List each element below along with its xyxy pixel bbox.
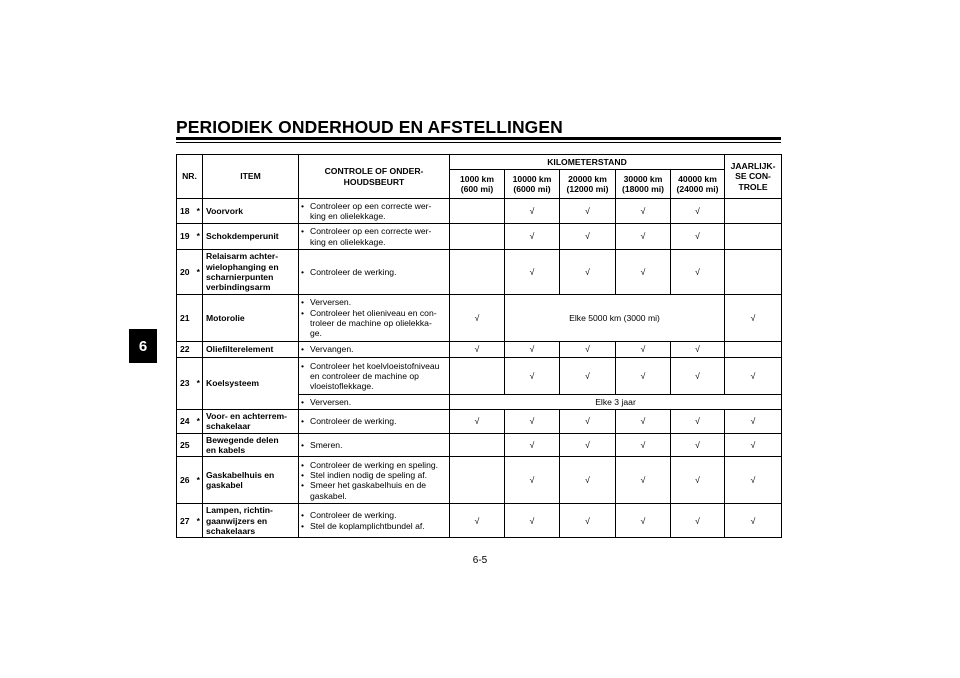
bullet-dot: • (301, 297, 305, 308)
check-mark: √ (616, 250, 671, 295)
title-rule-thin (176, 142, 781, 143)
control-bullet-item (301, 397, 446, 407)
control-text: Controleer het olieniveau en con- troleer de machine op olielekka- ge. (310, 307, 437, 339)
table-row (177, 250, 782, 295)
row-item: Lampen, richtin- gaanwijzers en schakelaars (203, 504, 299, 538)
row-control (299, 342, 450, 358)
header-km-4: 30000 km (18000 mi) (616, 170, 671, 199)
check-mark: √ (671, 433, 725, 457)
interval-text: Elke 5000 km (3000 mi) (505, 295, 725, 342)
control-bullet-item (301, 416, 446, 426)
check-mark: √ (725, 504, 782, 538)
header-control: CONTROLE OF ONDER- HOUDSBEURT (299, 155, 450, 199)
control-text: Controleer de werking en speling. (310, 459, 439, 470)
check-mark: √ (560, 342, 616, 358)
control-text: Smeer het gaskabelhuis en de gaskabel. (310, 480, 427, 501)
check-mark: √ (505, 342, 560, 358)
bullet-dot: • (301, 510, 305, 521)
control-text: Controleer het koelvloeistofniveau en controleer de machine op vloeistoflekkage. (310, 360, 440, 392)
maintenance-table (176, 154, 782, 538)
table-row (177, 224, 782, 250)
row-number: 19 (177, 224, 195, 250)
empty-cell (450, 358, 505, 395)
row-item: Schokdemperunit (203, 224, 299, 250)
row-item: Motorolie (203, 295, 299, 342)
control-text: Verversen. (310, 297, 352, 308)
control-text: Controleer de werking. (310, 266, 397, 277)
row-control (299, 250, 450, 295)
header-item: ITEM (203, 155, 299, 199)
control-bullet-item (301, 460, 446, 470)
control-text: Controleer op een correcte wer- king en olielekkage. (310, 200, 432, 221)
check-mark: √ (671, 504, 725, 538)
check-mark: √ (505, 358, 560, 395)
check-mark: √ (671, 224, 725, 250)
check-mark: √ (616, 410, 671, 434)
check-mark: √ (560, 433, 616, 457)
control-text: Controleer de werking. (310, 510, 397, 521)
check-mark: √ (450, 295, 505, 342)
row-number: 27 (177, 504, 195, 538)
control-bullet-item (301, 361, 446, 392)
bullet-dot: • (301, 480, 305, 491)
check-mark: √ (616, 342, 671, 358)
control-bullet-item (301, 344, 446, 354)
page-title: PERIODIEK ONDERHOUD EN AFSTELLINGEN (176, 117, 563, 137)
bullet-dot: • (301, 307, 305, 318)
control-text: Controleer op een correcte wer- king en olielekkage. (310, 226, 432, 247)
row-star: * (195, 457, 203, 504)
row-star: * (195, 410, 203, 434)
empty-cell (450, 457, 505, 504)
check-mark: √ (616, 504, 671, 538)
control-bullet-item (301, 521, 446, 531)
row-star: * (195, 358, 203, 410)
bullet-dot: • (301, 459, 305, 470)
row-item: Relaisarm achter- wielophanging en scharnierpunten verbindingsarm (203, 250, 299, 295)
row-control (299, 395, 450, 410)
control-bullet-item (301, 297, 446, 307)
check-mark: √ (560, 358, 616, 395)
check-mark: √ (505, 504, 560, 538)
chapter-tab: 6 (129, 329, 157, 363)
header-nr: NR. (177, 155, 203, 199)
row-control (299, 224, 450, 250)
bullet-dot: • (301, 344, 305, 355)
row-star (195, 295, 203, 342)
check-mark: √ (505, 433, 560, 457)
control-text: Vervangen. (310, 344, 354, 355)
title-rule-thick (176, 137, 781, 140)
row-control (299, 358, 450, 395)
check-mark: √ (616, 199, 671, 224)
control-text: Verversen. (310, 396, 352, 407)
bullet-dot: • (301, 266, 305, 277)
check-mark: √ (505, 410, 560, 434)
row-number: 26 (177, 457, 195, 504)
check-mark: √ (671, 358, 725, 395)
row-number: 24 (177, 410, 195, 434)
bullet-dot: • (301, 416, 305, 427)
check-mark: √ (725, 433, 782, 457)
table-row (177, 504, 782, 538)
check-mark: √ (725, 358, 782, 395)
table-row (177, 457, 782, 504)
row-control (299, 504, 450, 538)
bullet-dot: • (301, 200, 305, 211)
check-mark: √ (671, 342, 725, 358)
row-star: * (195, 504, 203, 538)
check-mark: √ (725, 295, 782, 342)
row-star (195, 342, 203, 358)
empty-cell (725, 342, 782, 358)
empty-cell (725, 224, 782, 250)
empty-cell (725, 250, 782, 295)
row-control (299, 295, 450, 342)
empty-cell (450, 433, 505, 457)
check-mark: √ (450, 504, 505, 538)
row-star: * (195, 224, 203, 250)
check-mark: √ (560, 199, 616, 224)
check-mark: √ (505, 250, 560, 295)
bullet-dot: • (301, 439, 305, 450)
row-number: 22 (177, 342, 195, 358)
control-text: Smeren. (310, 439, 343, 450)
check-mark: √ (560, 224, 616, 250)
row-number: 25 (177, 433, 195, 457)
check-mark: √ (560, 250, 616, 295)
control-bullet-item (301, 226, 446, 247)
row-item: Oliefilterelement (203, 342, 299, 358)
header-km-1: 1000 km (600 mi) (450, 170, 505, 199)
empty-cell (725, 199, 782, 224)
bullet-dot: • (301, 396, 305, 407)
row-star: * (195, 199, 203, 224)
control-bullet-item (301, 480, 446, 501)
empty-cell (450, 250, 505, 295)
row-control (299, 199, 450, 224)
check-mark: √ (671, 457, 725, 504)
check-mark: √ (616, 457, 671, 504)
header-km-2: 10000 km (6000 mi) (505, 170, 560, 199)
control-text: Controleer de werking. (310, 416, 397, 427)
control-bullet-item (301, 440, 446, 450)
check-mark: √ (560, 410, 616, 434)
control-text: Stel de koplamplichtbundel af. (310, 520, 425, 531)
table-row (177, 199, 782, 224)
row-item: Bewegende delen en kabels (203, 433, 299, 457)
empty-cell (450, 199, 505, 224)
check-mark: √ (671, 199, 725, 224)
control-bullet-item (301, 201, 446, 222)
check-mark: √ (671, 410, 725, 434)
bullet-dot: • (301, 360, 305, 371)
table-row (177, 433, 782, 457)
row-star: * (195, 250, 203, 295)
control-bullet-item (301, 470, 446, 480)
bullet-dot: • (301, 520, 305, 531)
check-mark: √ (725, 410, 782, 434)
page-number: 6-5 (472, 555, 488, 566)
table-row (177, 410, 782, 434)
row-item: Voor- en achterrem- schakelaar (203, 410, 299, 434)
row-control (299, 457, 450, 504)
check-mark: √ (725, 457, 782, 504)
check-mark: √ (671, 250, 725, 295)
header-annual: JAARLIJK- SE CON- TROLE (725, 155, 782, 199)
check-mark: √ (505, 199, 560, 224)
table-row (177, 358, 782, 395)
row-number: 20 (177, 250, 195, 295)
row-control (299, 410, 450, 434)
check-mark: √ (450, 342, 505, 358)
check-mark: √ (450, 410, 505, 434)
header-km-5: 40000 km (24000 mi) (671, 170, 725, 199)
header-km-3: 20000 km (12000 mi) (560, 170, 616, 199)
row-star (195, 433, 203, 457)
bullet-dot: • (301, 226, 305, 237)
check-mark: √ (560, 457, 616, 504)
control-bullet-item (301, 267, 446, 277)
row-number: 18 (177, 199, 195, 224)
interval-text: Elke 3 jaar (450, 395, 782, 410)
row-number: 23 (177, 358, 195, 410)
check-mark: √ (505, 224, 560, 250)
check-mark: √ (616, 433, 671, 457)
table-row (177, 342, 782, 358)
control-bullet-item (301, 308, 446, 339)
row-item: Gaskabelhuis en gaskabel (203, 457, 299, 504)
check-mark: √ (616, 358, 671, 395)
control-text: Stel indien nodig de speling af. (310, 469, 428, 480)
row-control (299, 433, 450, 457)
check-mark: √ (616, 224, 671, 250)
empty-cell (450, 224, 505, 250)
check-mark: √ (505, 457, 560, 504)
row-number: 21 (177, 295, 195, 342)
row-item: Voorvork (203, 199, 299, 224)
check-mark: √ (560, 504, 616, 538)
row-item: Koelsysteem (203, 358, 299, 410)
bullet-dot: • (301, 469, 305, 480)
header-kilometerstand: KILOMETERSTAND (450, 155, 725, 170)
table-row (177, 295, 782, 342)
control-bullet-item (301, 510, 446, 520)
